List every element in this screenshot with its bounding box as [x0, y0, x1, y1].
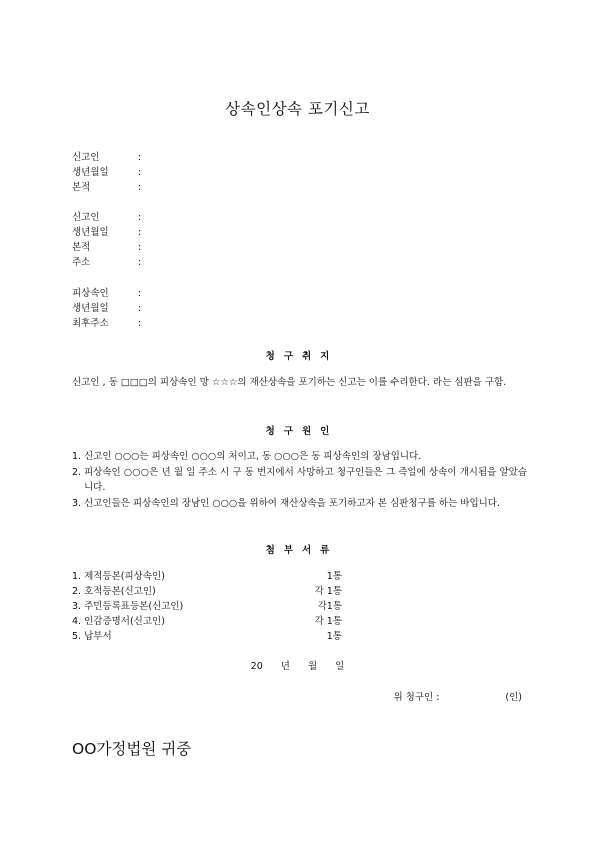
field-label: 생년월일 [72, 227, 109, 238]
signer-line [393, 689, 522, 703]
attachments-heading: 첨부서류 [265, 545, 339, 556]
claim-purpose-heading: 청구취지 [265, 351, 339, 362]
decedent-name-row: 피상속인 : [72, 288, 142, 299]
field-label: 생년월일 [72, 303, 109, 314]
decedent-last-address-row: 최후주소 : [72, 318, 142, 329]
attachment-row: 3. 주민등록표등본(신고인) 각1통 [72, 601, 342, 612]
filer1-name-row: 신고인 : [72, 152, 142, 163]
claim-reason-list [72, 449, 527, 511]
field-label: 신고인 [72, 212, 100, 223]
signer-label: 위 청구인 : [393, 692, 440, 703]
attachment-row: 4. 인감증명서(신고인) 각 1통 [72, 616, 342, 627]
filer1-birthdate-row: 생년월일 : [72, 167, 142, 178]
list-item: 2. 피상속인 ○○○은 년 월 일 주소 시 구 동 번지에서 사망하고 청구인들은 그 즉일에 상속이 개시됨을 알았습니다. [72, 466, 527, 493]
attachment-row: 5. 납부서 1통 [72, 631, 342, 642]
filer2-domicile-row: 본적 : [72, 242, 142, 253]
field-label: 생년월일 [72, 167, 109, 178]
field-label: 주소 [72, 257, 91, 268]
filer1-domicile-row: 본적 : [72, 182, 142, 193]
filer2-name-row: 신고인 : [72, 212, 142, 223]
attachment-row: 1. 제적등본(피상속인) 1통 [72, 571, 342, 582]
filer2-address-row: 주소 : [72, 257, 142, 268]
claim-purpose-text [72, 375, 527, 391]
field-label: 최후주소 [72, 318, 109, 329]
list-item: 3. 신고인들은 피상속인의 장남인 ○○○을 위하여 재산상속을 포기하고자 본 심판청구를 하는 바입니다. [72, 497, 500, 509]
field-label: 피상속인 [72, 288, 109, 299]
filer2-birthdate-row: 생년월일 : [72, 227, 142, 238]
attachment-row: 2. 호적등본(신고인) 각 1통 [72, 586, 342, 597]
list-item: 1. 신고인 ○○○는 피상속인 ○○○의 처이고, 동 ○○○은 동 피상속인의 장남입니다. [72, 451, 422, 462]
filing-date: 20 년 월 일 [250, 661, 345, 672]
claim-reason-heading: 청구원인 [265, 426, 339, 437]
document-title: 상속인상속 포기신고 [225, 100, 370, 118]
decedent-birthdate-row: 생년월일 : [72, 303, 142, 314]
field-label: 본적 [72, 242, 91, 253]
court-addressee: OO가정법원 귀중 [72, 740, 192, 758]
claim-purpose-paragraph: 신고인 , 동 □□□의 피상속인 망 ☆☆☆의 재산상속을 포기하는 신고는 이를 수리한다. 라는 심판을 구함. [72, 377, 507, 388]
seal-mark: (인) [505, 692, 522, 703]
field-label: 본적 [72, 182, 91, 193]
field-label: 신고인 [72, 152, 100, 163]
